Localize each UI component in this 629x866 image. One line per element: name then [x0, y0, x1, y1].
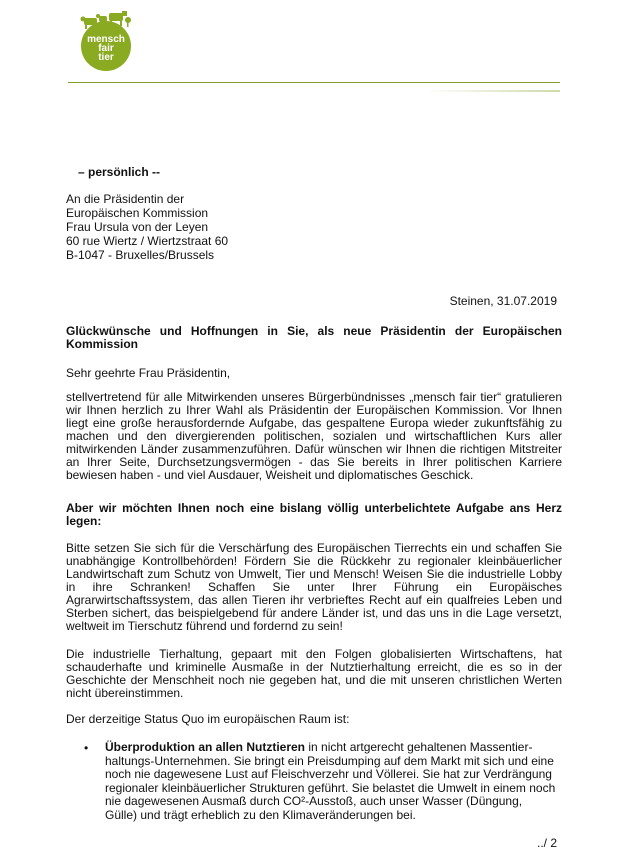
bullet-first-line	[105, 741, 545, 755]
paragraph-line: nicht übereinstimmen.	[66, 686, 184, 700]
address-line: 60 rue Wiertz / Wiertzstraat 60	[66, 234, 229, 248]
paragraph-industrial-farming	[66, 648, 562, 700]
logo-line-3: tier	[98, 52, 114, 63]
logo-line-2: fair	[98, 43, 114, 54]
address-line: B-1047 - Bruxelles/Brussels	[66, 248, 215, 262]
paragraph-line: stellvertretend für alle Mitwirkenden unseres Bürgerbündnisses „mensch fair tier“ gratulieren	[66, 390, 562, 404]
logo-line-1: mensch	[87, 34, 125, 45]
paragraph-line: schauderhafte und kriminelle Ausmaße in der Nutztierhaltung erreicht, die es so in der	[66, 660, 562, 674]
header-divider-accent	[425, 90, 560, 92]
letter-date: Steinen, 31.07.2019	[449, 294, 557, 308]
mensch-fair-tier-logo	[78, 8, 134, 72]
recipient-address	[66, 193, 228, 263]
bullet-line: regionaler kleinbäuerlicher Strukturen geführt. Sie belastet die Umwelt in einem noch	[105, 780, 556, 795]
paragraph-line: liegt eine große herausfordernde Aufgabe, das gespaltene Europa wieder zukunftsfähig zu	[66, 416, 562, 430]
address-line: An die Präsidentin der	[66, 192, 185, 206]
personal-marker: – persönlich --	[78, 165, 161, 179]
paragraph-line: an Ihrer Seite, Durchsetzungsvermögen - das Sie bereits in Ihrer politischen Karriere	[66, 455, 562, 469]
paragraph-line: Der derzeitige Status Quo im europäischen Raum ist:	[66, 712, 350, 726]
bullet-line: nie dagewesenen Ausmaß durch CO²-Ausstoß, auch unser Wasser (Düngung,	[105, 794, 523, 808]
paragraph-request	[66, 542, 562, 633]
paragraph-line: Bitte setzen Sie sich für die Verschärfung des Europäischen Tierrechts ein und schaffen Sie	[66, 541, 562, 555]
paragraph-line: Agrarwirtschaftssystem, das allen Tieren ihr verbrieftes Recht auf ein qualfreies Leben und	[66, 593, 562, 607]
bullet-line: noch nie dagewesene Lust auf Fleischverzehr und Völlerei. Sie hat zur Verdrängung	[105, 767, 552, 781]
paragraph-congratulations	[66, 391, 562, 482]
paragraph-line: machen und den divergierenden politischen, sozialen und wirtschaftlichen Kurs aller	[66, 429, 562, 443]
paragraph-line: Die industrielle Tierhaltung, gepaart mit den Folgen globalisierten Wirtschaftens, hat	[66, 647, 562, 661]
bullet-line: haltungs-Unternehmen. Sie bringt ein Preisdumping auf dem Markt mit sich und eine	[105, 753, 554, 768]
paragraph-line: unabhängige Kontrollbehörden! Fördern Sie die Rückkehr zu regionaler kleinbäuerlicher	[66, 554, 562, 568]
letter-subject: Glückwünsche und Hoffnungen in Sie, als neue Präsidentin der Europäischen Kommission	[66, 324, 562, 351]
bullet-line: Gülle) und trägt erheblich zu den Klimaveränderungen bei.	[105, 807, 416, 822]
paragraph-line: Geschichte der Menschheit noch nie gegeben hat, und die mit unseren christlichen Werten	[66, 673, 562, 687]
paragraph-line: wir Ihnen herzlich zu Ihrer Wahl als Präsidentin der Europäischen Kommission. Vor Ihnen	[66, 403, 562, 417]
paragraph-line: Aber wir möchten Ihnen noch eine bislang völlig unterbelichtete Aufgabe ans Herz	[66, 501, 562, 515]
paragraph-line: Sterben sichert, das beispielgebend für andere Länder ist, und das uns in die Lage versetzt,	[66, 606, 562, 620]
bullet-overproduction	[105, 740, 556, 822]
paragraph-line: mitwirkenden Länder zusammenzuführen. Dafür wünschen wir Ihnen die richtigen Mitstreiter	[66, 442, 562, 456]
paragraph-line: in ihre Schranken! Schaffen Sie unter Ihrer Führung ein Europäisches	[66, 580, 562, 594]
bullet-marker: •	[84, 741, 89, 755]
paragraph-line: legen:	[66, 514, 102, 528]
address-line: Europäischen Kommission	[66, 206, 209, 220]
paragraph-line: Landwirtschaft zum Schutz von Umwelt, Tier und Mensch! Weisen Sie die industrielle Lobby	[66, 567, 562, 581]
salutation: Sehr geehrte Frau Präsidentin,	[66, 366, 231, 380]
paragraph-status-quo	[66, 713, 562, 726]
paragraph-line: weltweit im Tierschutz führend und fordernd zu sein!	[66, 619, 343, 633]
header-divider	[68, 82, 560, 83]
address-line: Frau Ursula von der Leyen	[66, 220, 209, 234]
bullet-bold-lead: Überproduktion an allen Nutztieren	[105, 740, 306, 754]
bullet-line: in nicht artgerecht gehaltenen Massentier-	[305, 740, 533, 754]
page-number: ../ 2	[536, 836, 557, 850]
paragraph-line: bewiesen haben - und viel Ausdauer, Weisheit und diplomatisches Geschick.	[66, 468, 474, 482]
logo-wordmark	[78, 35, 134, 62]
paragraph-task-heading	[66, 502, 562, 528]
